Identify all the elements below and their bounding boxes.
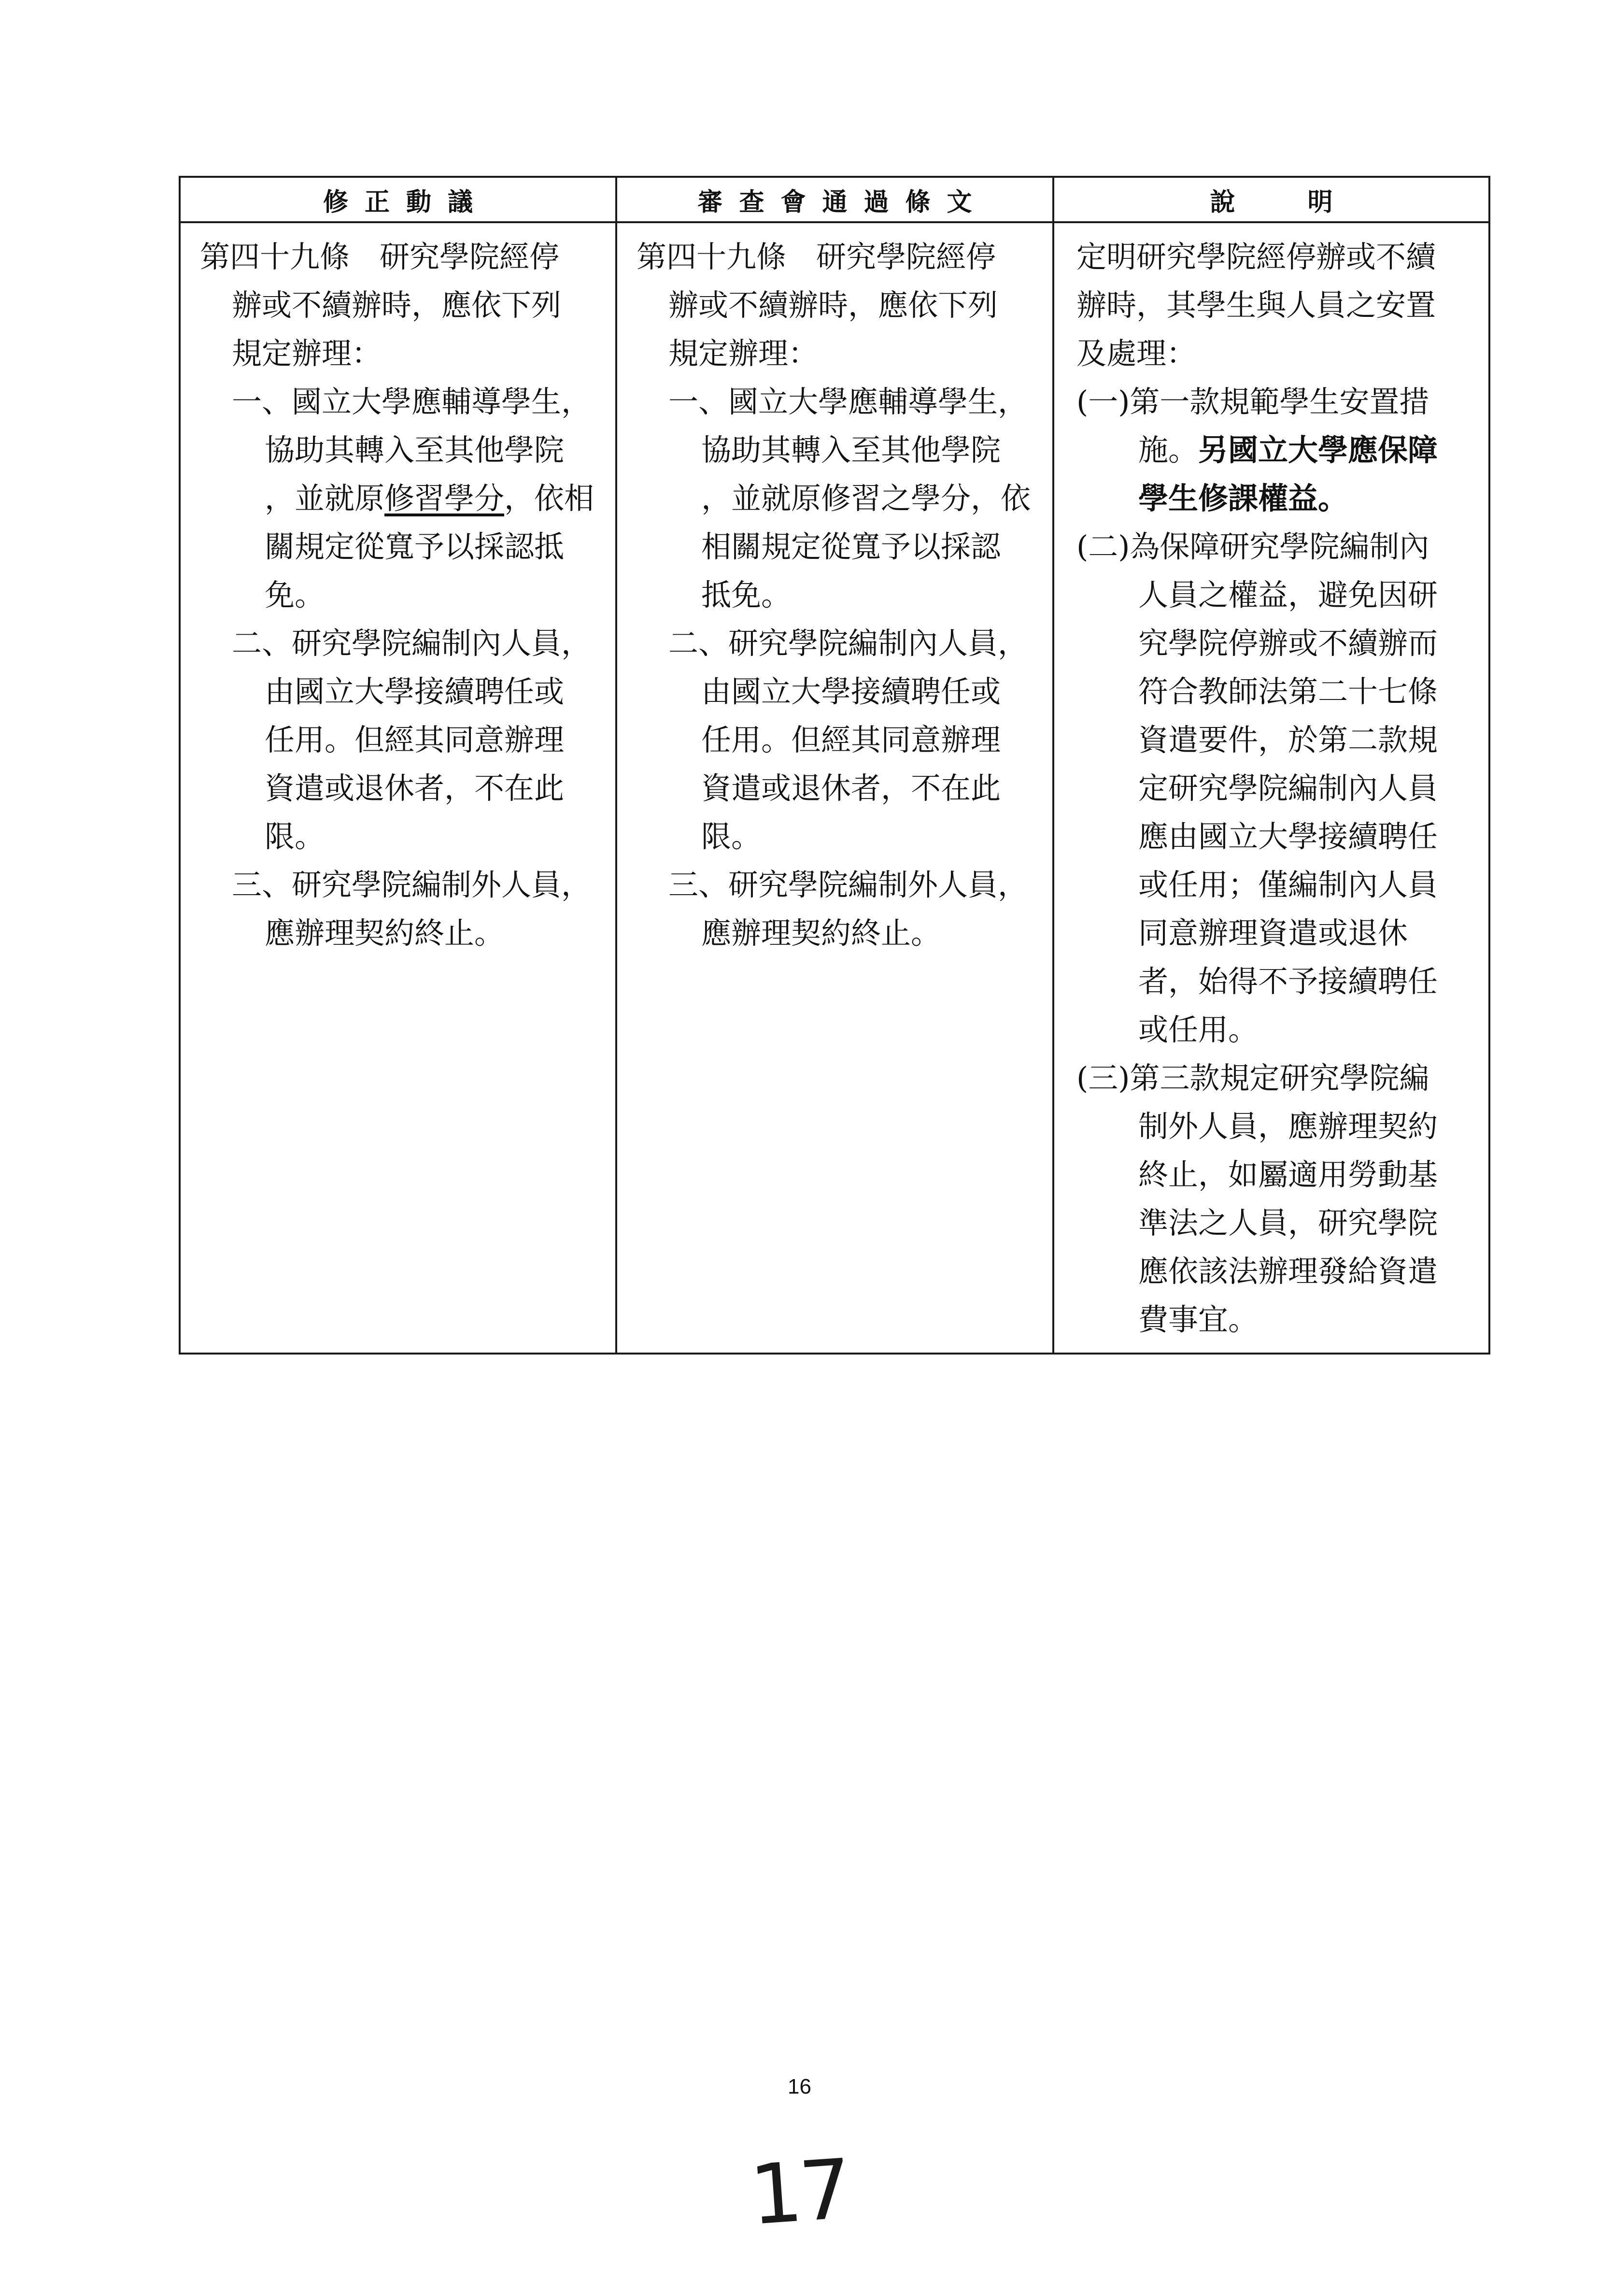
text-line: 由國立大學接續聘任或 <box>265 674 565 709</box>
text-line: 由國立大學接續聘任或 <box>701 674 1001 709</box>
text-line: 定研究學院編制內人員 <box>1138 770 1438 806</box>
text-line: 規定辦理： <box>668 336 819 371</box>
text-line: 抵免。 <box>701 577 792 613</box>
text-line: 人員之權益，避免因研 <box>1138 577 1438 613</box>
item-one: 一、國立大學應輔導學生， <box>232 384 592 419</box>
item-three: 三、研究學院編制外人員， <box>668 867 1028 902</box>
text-line: 應依該法辦理發給資遣 <box>1138 1254 1438 1289</box>
text-line: 規定辦理： <box>232 336 382 371</box>
text-line: 制外人員，應辦理契約 <box>1138 1109 1438 1144</box>
text-line: 定明研究學院經停辦或不續 <box>1076 239 1436 274</box>
text-line: 應辦理契約終止。 <box>701 915 941 951</box>
page-number: 16 <box>788 2075 811 2098</box>
item-one: 一、國立大學應輔導學生， <box>668 384 1028 419</box>
text-line: 費事宜。 <box>1138 1302 1259 1337</box>
text-line: 免。 <box>265 577 325 613</box>
text-fragment: ，依相 <box>504 481 594 516</box>
header-amendment-motion: 修正動議 <box>181 178 617 223</box>
text-line: 協助其轉入至其他學院 <box>265 432 565 468</box>
text-fragment: ，並就原 <box>265 481 385 516</box>
text-line: 或任用；僅編制內人員 <box>1138 867 1438 902</box>
text-line: 資遣或退休者，不在此 <box>265 770 565 806</box>
bold-revision-line: 學生修課權益。 <box>1138 481 1348 516</box>
text-line <box>1076 426 1474 474</box>
text-line: 辦或不續辦時，應依下列 <box>232 287 562 323</box>
text-line: 應由國立大學接續聘任 <box>1138 819 1438 854</box>
article-title: 第四十九條 研究學院經停 <box>637 239 996 274</box>
text-line: ，並就原修習之學分，依 <box>701 481 1031 516</box>
handwritten-page-number: 17 <box>747 2141 852 2244</box>
text-line: 者，始得不予接續聘任 <box>1138 964 1438 999</box>
item-two: 二、研究學院編制內人員， <box>668 626 1028 661</box>
text-line: 相關規定從寬予以採認 <box>701 529 1001 564</box>
explanation-item-two: (二)為保障研究學院編制內 <box>1076 529 1429 564</box>
text-line: 資遣要件，於第二款規 <box>1138 722 1438 757</box>
text-line: 資遣或退休者，不在此 <box>701 770 1001 806</box>
text-line <box>200 474 601 523</box>
text-line: 任用。但經其同意辦理 <box>701 722 1001 757</box>
text-line: 符合教師法第二十七條 <box>1138 674 1438 709</box>
text-line: 終止，如屬適用勞動基 <box>1138 1157 1438 1192</box>
text-line: 協助其轉入至其他學院 <box>701 432 1001 468</box>
approved-text-cell <box>617 223 1054 1354</box>
text-line: 限。 <box>701 819 762 854</box>
text-line: 辦或不續辦時，應依下列 <box>668 287 998 323</box>
bold-revision: 另國立大學應保障 <box>1198 432 1438 468</box>
amendment-motion-cell <box>181 223 617 1354</box>
text-line: 究學院停辦或不續辦而 <box>1138 626 1438 661</box>
text-line: 準法之人員，研究學院 <box>1138 1205 1438 1241</box>
text-line: 辦時，其學生與人員之安置 <box>1076 287 1436 323</box>
item-two: 二、研究學院編制內人員， <box>232 626 592 661</box>
explanation-item-three: (三)第三款規定研究學院編 <box>1076 1060 1429 1096</box>
text-line: 限。 <box>265 819 325 854</box>
item-three: 三、研究學院編制外人員， <box>232 867 592 902</box>
underlined-revision: 修習學分 <box>384 481 505 516</box>
text-line: 或任用。 <box>1138 1012 1259 1047</box>
text-line: 同意辦理資遣或退休 <box>1138 915 1408 951</box>
explanation-cell <box>1054 223 1488 1354</box>
header-explanation: 說明 <box>1054 178 1488 223</box>
text-fragment: 施。 <box>1138 432 1199 468</box>
comparison-table <box>179 176 1490 1355</box>
text-line: 應辦理契約終止。 <box>265 915 505 951</box>
text-line: 關規定從寬予以採認抵 <box>265 529 565 564</box>
text-line: 及處理： <box>1076 336 1197 371</box>
explanation-item-one: (一)第一款規範學生安置措 <box>1076 384 1429 419</box>
text-line: 任用。但經其同意辦理 <box>265 722 565 757</box>
header-approved-text: 審查會通過條文 <box>617 178 1054 223</box>
article-title: 第四十九條 研究學院經停 <box>200 239 560 274</box>
